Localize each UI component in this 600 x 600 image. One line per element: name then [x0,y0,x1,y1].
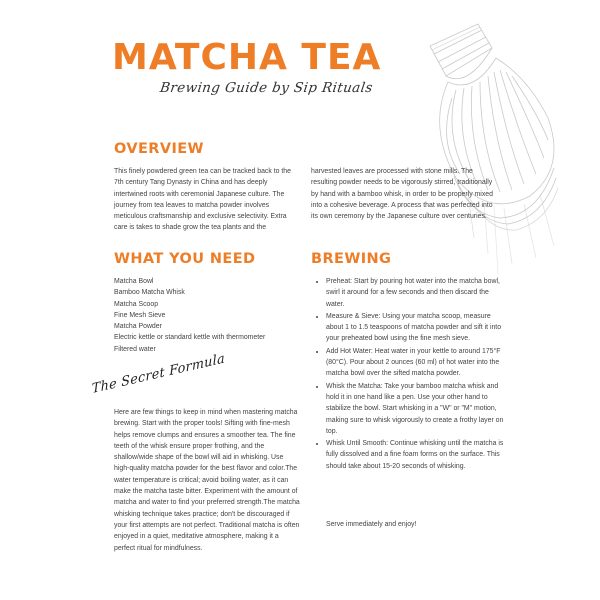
list-item: • Measure & Sieve: Using your matcha scoop, measure about 1 to 1.5 teaspoons of matcha powder and sift it into your preheated bowl using the fine mesh sieve. [326,311,504,345]
list-item: Fine Mesh Sieve [114,311,166,319]
list-item: Filtered water [114,345,156,353]
supplies-list [114,276,304,355]
brewing-steps [314,276,504,473]
list-item: Bamboo Matcha Whisk [114,289,185,297]
bamboo-whisk-illustration [408,18,578,280]
overview-text-col1: This finely powdered green tea can be tracked back to the 7th century Tang Dynasty in China and has deeply intertwined roots with ceremonial Japanese culture. The journey from tea leaves to matcha powder involves meticulous craftsmanship and exclusive selectivity. Extra care is takes to shade grow the tea plants and the [114,168,291,232]
list-item: Matcha Bowl [114,278,154,285]
secret-formula-text: Here are few things to keep in mind when mastering matcha brewing. Start with the proper tools! Sifting with fine-mesh helps remove clumps and ensures a smoother tea. The fine teeth of the whisk ensure proper frothing, and the shallow/wide shape of the bowl will aid in whisking. Use high-quality matcha powder for the best flavor and color.The water temperature is critical; avoid boiling water, as it can make the matcha taste bitter. Experiment with the amount of matcha and water to find your preferred strength.The matcha whisking technique takes practice; don't be discouraged if your first attempts are not perfect. Traditional matcha is often enjoyed in a quiet, meditative atmosphere, making it a perfect ritual for mindfulness. [114,409,300,552]
brewing-heading: BREWING [311,251,392,267]
list-item: Matcha Powder [114,323,162,331]
what-you-need-heading: WHAT YOU NEED [114,251,256,267]
overview-text-col2: harvested leaves are processed with stone mills. The resulting powder needs to be vigorously stirred, traditionally by hand with a bamboo whisk, in order to be properly mixed into a cohesive beverage. A process that was perfected into its own ceremony by the Japanese culture over centuries. [311,168,493,221]
list-item: • Preheat: Start by pouring hot water into the matcha bowl, swirl it around for a few seconds and then discard the water. [326,276,504,310]
list-item: • Whisk Until Smooth: Continue whisking until the matcha is fully dissolved and a fine foam forms on the surface. This should take about 15-20 seconds of whisking. [326,438,504,472]
secret-formula-heading: The Secret Formula [91,351,226,398]
list-item: Electric kettle or standard kettle with thermometer [114,334,266,342]
list-item: • Add Hot Water: Heat water in your kettle to around 175°F (80°C). Pour about 2 ounces (60 ml) of hot water into the matcha bowl over the sifted matcha powder. [326,346,504,380]
list-item: Matcha Scoop [114,300,159,308]
brewing-closing: Serve immediately and enjoy! [326,521,417,528]
overview-heading: OVERVIEW [114,141,204,157]
page-subtitle: Brewing Guide by Sip Rituals [158,80,374,96]
list-item: • Whisk the Matcha: Take your bamboo matcha whisk and hold it in one hand like a pen. Use your other hand to stabilize the bowl. Start whisking in a "W" or "M" motion, making sure to whisk vigorously to create a frothy layer on top. [326,381,504,437]
page-title: MATCHA TEA [112,37,382,78]
